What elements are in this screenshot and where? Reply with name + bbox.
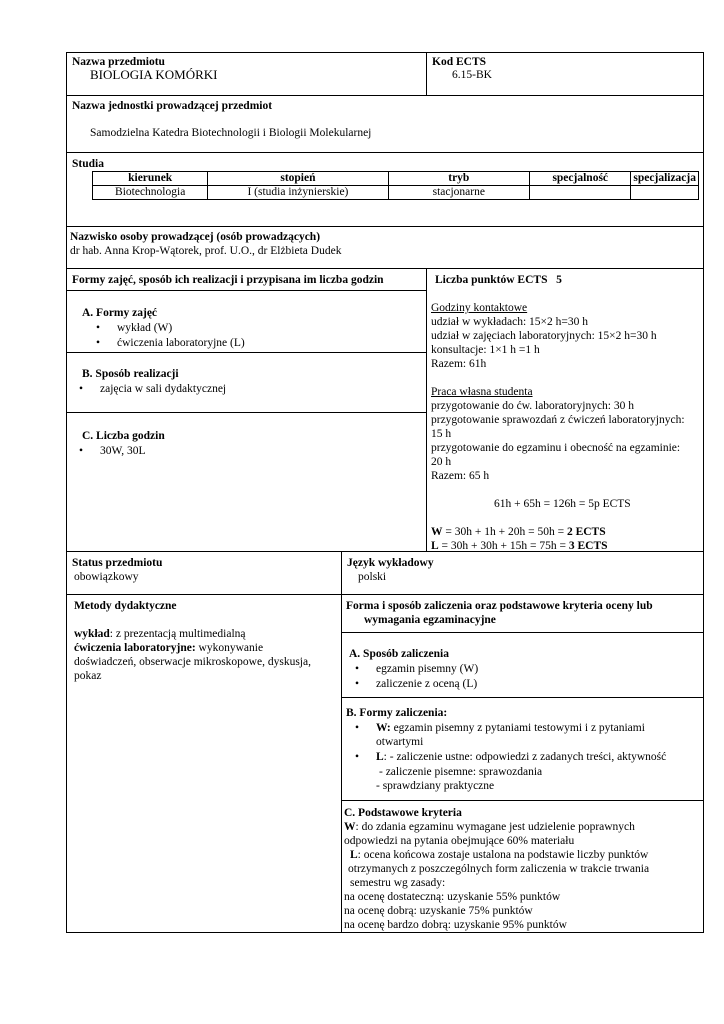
ects-sum: 61h + 65h = 126h = 5p ECTS xyxy=(494,498,631,510)
forms-a-item: • xyxy=(96,322,101,334)
studies-label: Studia xyxy=(72,158,104,170)
course-name: BIOLOGIA KOMÓRKI xyxy=(90,67,218,82)
contact-hours-title: Godziny kontaktowe xyxy=(431,302,528,314)
divider xyxy=(66,152,704,153)
assessment-c-w-text: : do zdania egzaminu wymagane jest udzielenie poprawnych xyxy=(355,821,635,833)
assessment-heading-cont: wymagania egzaminacyjne xyxy=(364,614,496,626)
frame-top xyxy=(66,52,704,53)
methods-lab-label: ćwiczenia laboratoryjne: xyxy=(74,642,196,654)
methods-lab-text: wykonywanie xyxy=(195,642,264,654)
ects-l-prefix: L xyxy=(431,540,439,552)
own-work-line: przygotowanie do egzaminu i obecność na egzaminie: xyxy=(431,442,681,454)
forms-a-item-text: wykład (W) xyxy=(117,322,173,334)
own-work-line: przygotowanie sprawozdań z ćwiczeń laboratoryjnych: xyxy=(431,414,685,426)
methods-lab-line: pokaz xyxy=(74,670,102,682)
divider xyxy=(341,632,704,633)
divider xyxy=(341,551,342,932)
frame-left xyxy=(66,52,67,933)
ects-heading xyxy=(435,273,562,287)
assessment-c-title: C. Podstawowe kryteria xyxy=(344,807,462,819)
assessment-a-item-text: zaliczenie z oceną (L) xyxy=(376,678,478,690)
studies-table xyxy=(92,171,699,200)
divider xyxy=(66,551,704,552)
forms-c-item-text: 30W, 30L xyxy=(100,445,146,457)
own-work-title: Praca własna studenta xyxy=(431,386,533,398)
assessment-a-item-text: egzamin pisemny (W) xyxy=(376,663,479,675)
teachers-value: dr hab. Anna Krop-Wątorek, prof. U.O., dr Elżbieta Dudek xyxy=(70,245,342,257)
studies-header-stopien: stopień xyxy=(208,172,388,186)
divider xyxy=(426,268,427,552)
methods-lab-line: doświadczeń, obserwacje mikroskopowe, dyskusja, xyxy=(74,656,311,668)
ects-code-value: 6.15-BK xyxy=(452,69,492,81)
own-work-line: 15 h xyxy=(431,428,452,440)
assessment-b-item: • xyxy=(355,722,360,734)
assessment-a-title: A. Sposób zaliczenia xyxy=(349,648,449,660)
ects-heading-text: Liczba punktów ECTS xyxy=(435,274,548,286)
studies-header-specjalizacja: specjalizacja xyxy=(631,172,699,186)
studies-header-tryb: tryb xyxy=(388,172,530,186)
assessment-c-l-text: : ocena końcowa zostaje ustalona na podstawie liczby punktów xyxy=(357,849,649,861)
forms-a-title: A. Formy zajęć xyxy=(82,307,158,319)
unit-label: Nazwa jednostki prowadzącej przedmiot xyxy=(72,100,273,112)
assessment-b-w-cont: otwartymi xyxy=(376,736,424,748)
ects-w-result: 2 ECTS xyxy=(566,526,606,538)
studies-cell-specjalizacja xyxy=(631,186,699,200)
assessment-c-w xyxy=(344,820,635,834)
own-work-line: Razem: 65 h xyxy=(431,470,490,482)
studies-cell-specjalnosc xyxy=(530,186,631,200)
assessment-b-l-sub: - zaliczenie pisemne: sprawozdania xyxy=(379,766,543,778)
assessment-b-w-text: egzamin pisemny z pytaniami testowymi i z pytaniami xyxy=(390,722,645,734)
methods-lab xyxy=(74,641,263,655)
assessment-b-l-sub: - sprawdziany praktyczne xyxy=(376,780,495,792)
assessment-b-l xyxy=(376,750,666,764)
assessment-grade: na ocenę bardzo dobrą: uzyskanie 95% punktów xyxy=(344,919,567,931)
forms-b-title: B. Sposób realizacji xyxy=(82,368,179,380)
methods-label: Metody dydaktyczne xyxy=(74,600,177,612)
contact-line: konsultacje: 1×1 h =1 h xyxy=(431,344,540,356)
forms-c-title: C. Liczba godzin xyxy=(82,430,165,442)
forms-b-item-text: zajęcia w sali dydaktycznej xyxy=(100,383,227,395)
status-label: Status przedmiotu xyxy=(72,557,163,569)
assessment-grade: na ocenę dostateczną: uzyskanie 55% punktów xyxy=(344,891,561,903)
contact-line: udział w wykładach: 15×2 h=30 h xyxy=(431,316,589,328)
forms-c-item: • xyxy=(79,445,84,457)
divider xyxy=(66,352,426,353)
forms-a-item-text: ćwiczenia laboratoryjne (L) xyxy=(117,337,245,349)
ects-w-prefix: W xyxy=(431,526,443,538)
studies-header-kierunek: kierunek xyxy=(93,172,208,186)
assessment-c-l xyxy=(350,848,648,862)
assessment-c-l-label: L xyxy=(350,849,358,861)
assessment-a-item: • xyxy=(355,663,360,675)
forms-heading: Formy zajęć, sposób ich realizacji i przypisana im liczba godzin xyxy=(72,274,384,286)
divider xyxy=(66,290,426,291)
ects-l-formula: = 30h + 30h + 15h = 75h = xyxy=(438,540,569,552)
unit-value: Samodzielna Katedra Biotechnologii i Biologii Molekularnej xyxy=(90,127,372,139)
assessment-c-l-cont: otrzymanych z poszczególnych form zaliczenia w trakcie trwania xyxy=(348,863,650,875)
ects-code-label: Kod ECTS xyxy=(432,56,487,68)
divider xyxy=(341,800,704,801)
assessment-b-w xyxy=(376,721,645,735)
language-value: polski xyxy=(358,571,387,583)
language-label: Język wykładowy xyxy=(347,557,434,569)
studies-cell-kierunek: Biotechnologia xyxy=(93,186,208,200)
assessment-grade: na ocenę dobrą: uzyskanie 75% punktów xyxy=(344,905,533,917)
divider xyxy=(66,268,704,269)
frame-bottom xyxy=(66,932,704,933)
divider xyxy=(66,95,704,96)
assessment-heading: Forma i sposób zaliczenia oraz podstawowe kryteria oceny lub xyxy=(346,600,653,612)
divider xyxy=(66,412,426,413)
teachers-label: Nazwisko osoby prowadzącej (osób prowadzących) xyxy=(70,231,321,243)
contact-line: udział w zajęciach laboratoryjnych: 15×2 h=30 h xyxy=(431,330,657,342)
course-label: Nazwa przedmiotu xyxy=(72,56,165,68)
studies-header-specjalnosc: specjalność xyxy=(530,172,631,186)
forms-a-item: • xyxy=(96,337,101,349)
ects-l-result: 3 ECTS xyxy=(568,540,608,552)
divider xyxy=(341,697,704,698)
assessment-a-item: • xyxy=(355,678,360,690)
assessment-b-l-text: : - zaliczenie ustne: odpowiedzi z zadanych treści, aktywność xyxy=(383,751,667,763)
methods-lecture-text: : z prezentacją multimedialną xyxy=(109,628,246,640)
assessment-b-l-label: L xyxy=(376,751,384,763)
ects-l-line xyxy=(431,539,608,553)
contact-line: Razem: 61h xyxy=(431,358,487,370)
ects-w-line xyxy=(431,525,606,539)
methods-lecture-label: wykład xyxy=(74,628,110,640)
forms-b-item: • xyxy=(79,383,84,395)
own-work-line: 20 h xyxy=(431,456,452,468)
assessment-c-w-cont: odpowiedzi na pytania obejmujące 60% materiału xyxy=(344,835,575,847)
assessment-c-l-cont: semestru wg zasady: xyxy=(350,877,446,889)
ects-w-formula: = 30h + 1h + 20h = 50h = xyxy=(442,526,567,538)
assessment-b-w-label: W: xyxy=(376,722,391,734)
studies-cell-stopien: I (studia inżynierskie) xyxy=(208,186,388,200)
status-value: obowiązkowy xyxy=(74,571,139,583)
methods-lecture xyxy=(74,627,246,641)
studies-cell-tryb: stacjonarne xyxy=(388,186,530,200)
ects-points: 5 xyxy=(556,274,562,286)
divider xyxy=(66,226,704,227)
divider xyxy=(426,52,427,96)
assessment-b-item: • xyxy=(355,751,360,763)
assessment-c-w-label: W xyxy=(344,821,356,833)
own-work-line: przygotowanie do ćw. laboratoryjnych: 30 h xyxy=(431,400,635,412)
assessment-b-title: B. Formy zaliczenia: xyxy=(346,707,448,719)
divider xyxy=(66,594,704,595)
